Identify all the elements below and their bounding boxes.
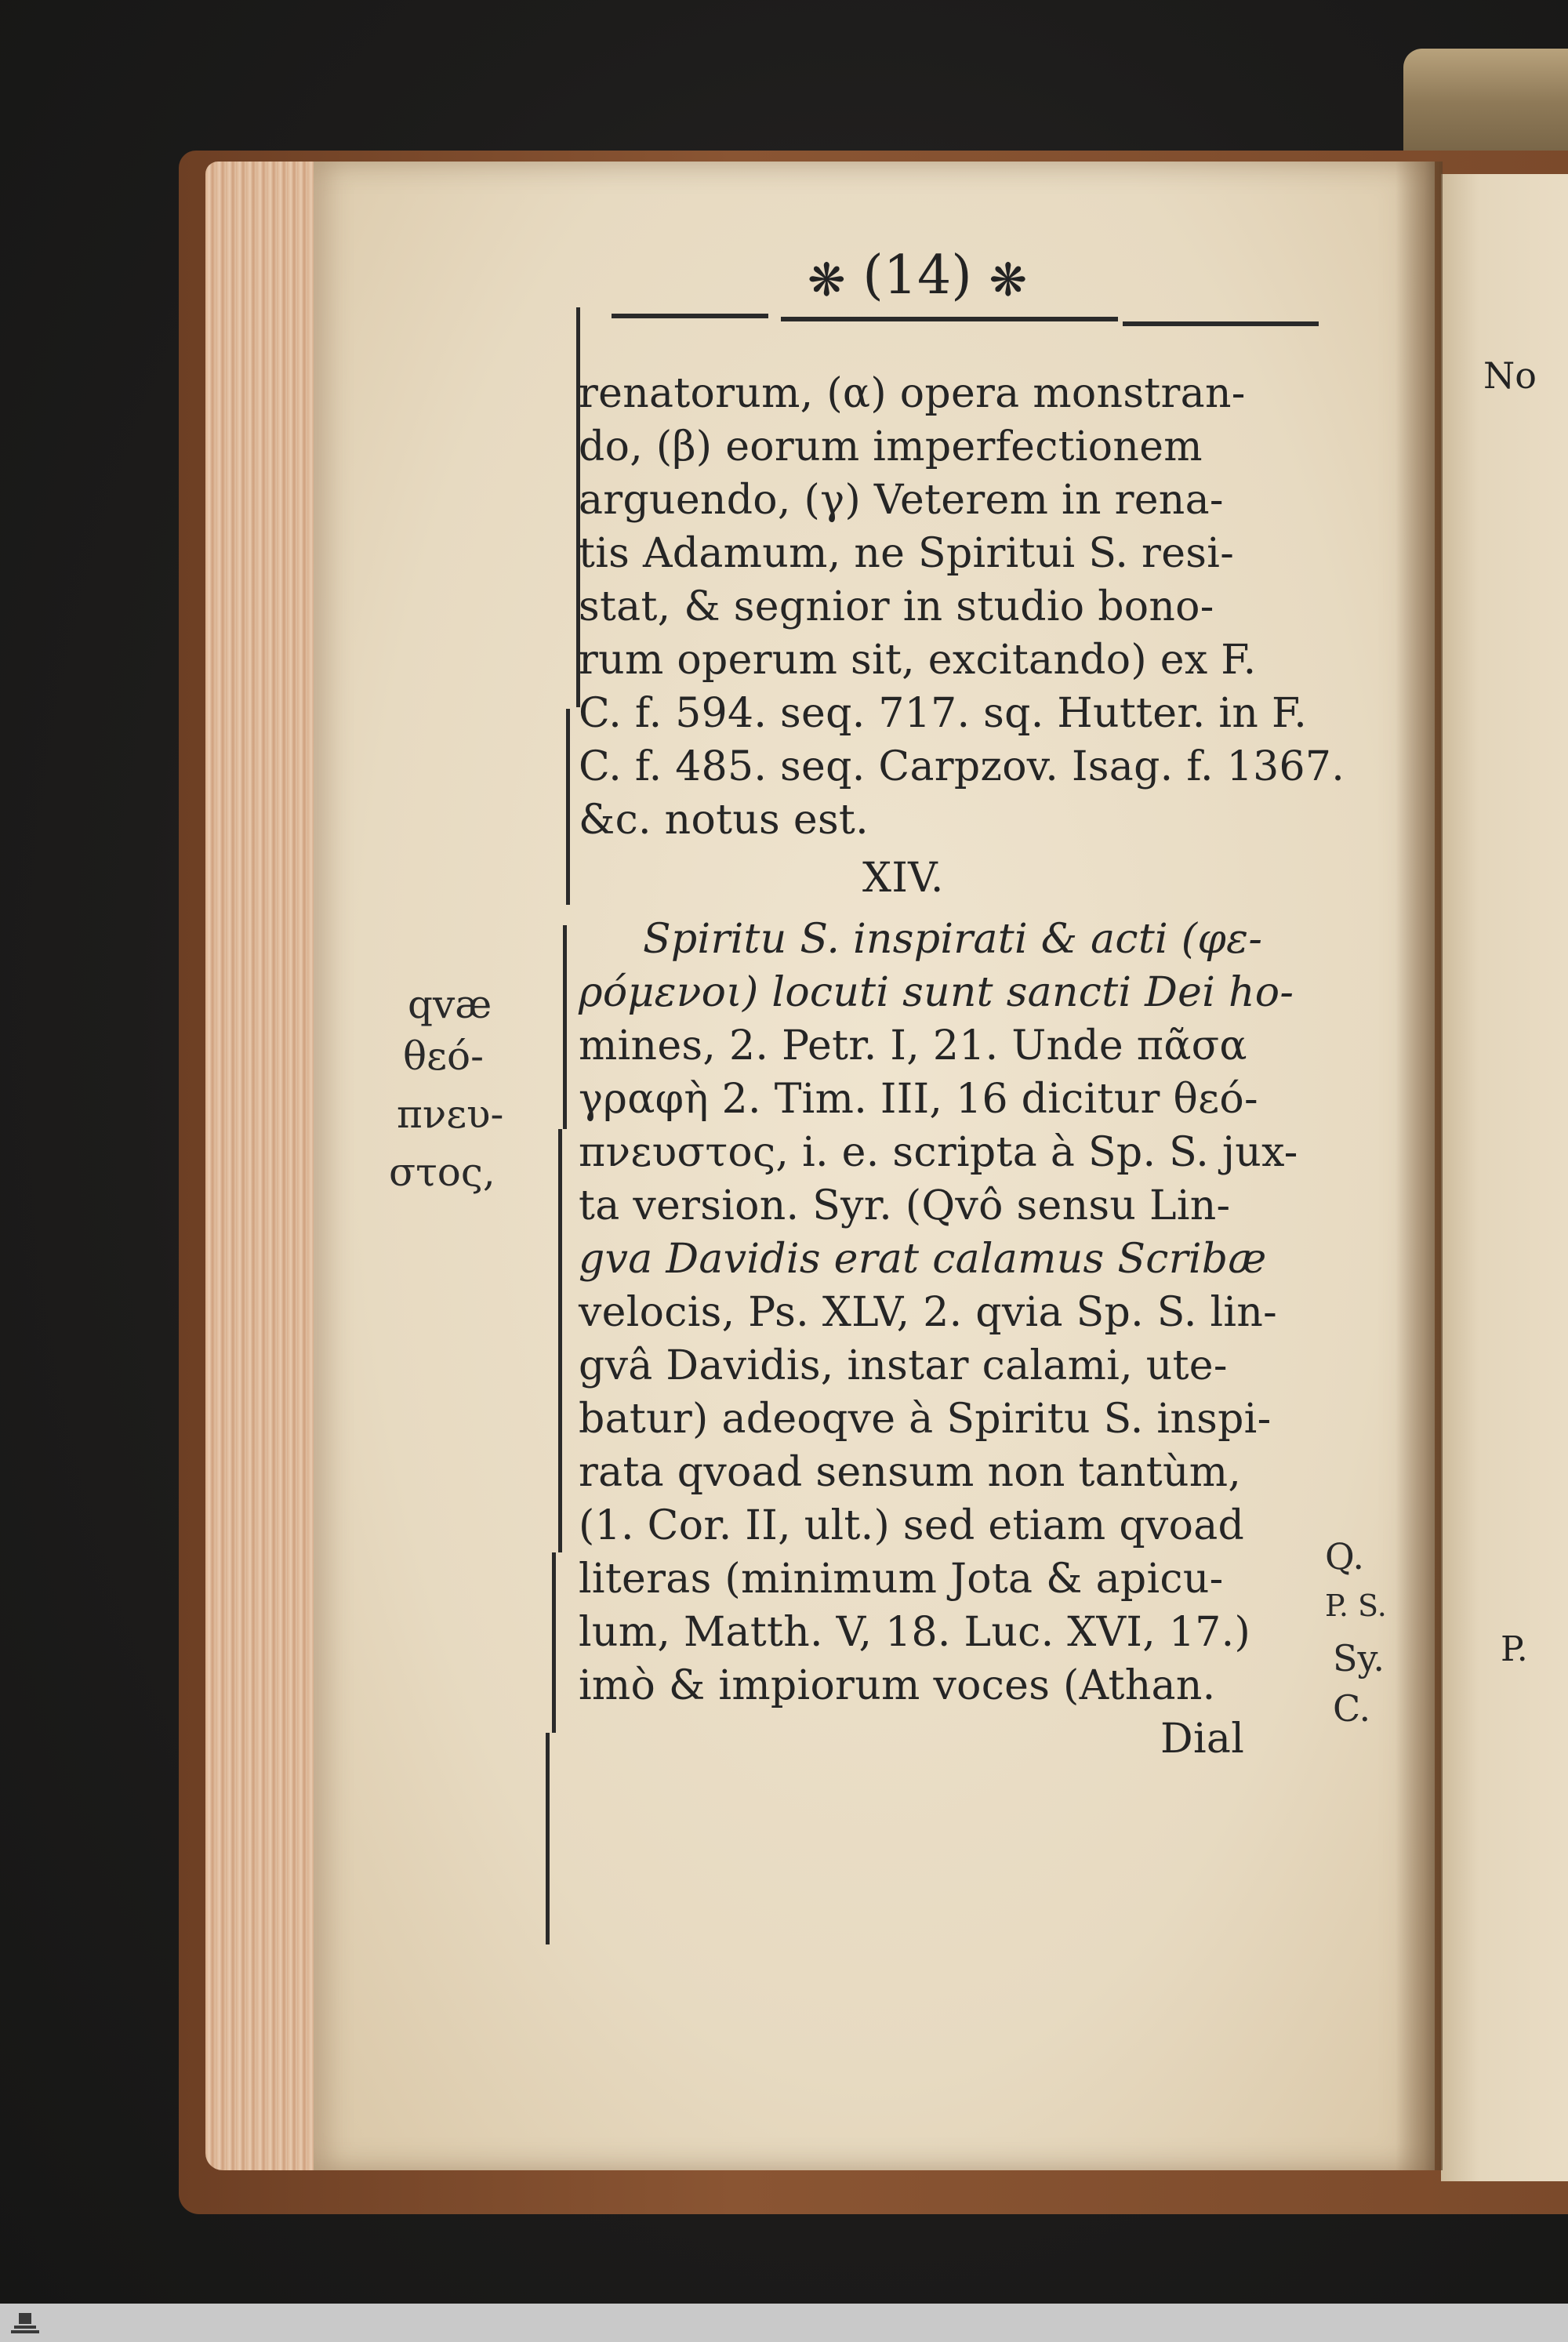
page-number: (14) — [862, 245, 972, 307]
text-line: gvâ Davidis, instar calami, ute- — [579, 1342, 1228, 1389]
text-line: Spiritu S. inspirati & acti (φε- — [643, 916, 1263, 963]
page-header — [808, 245, 1027, 307]
facing-page-text: No — [1483, 354, 1537, 397]
text-line: (1. Cor. II, ult.) sed etiam qvoad — [579, 1502, 1245, 1549]
margin-rule-4 — [558, 1129, 562, 1552]
text-line: do, (β) eorum imperfectionem — [579, 423, 1203, 470]
text-line: velocis, Ps. XLV, 2. qvia Sp. S. lin- — [579, 1289, 1278, 1336]
text-line: stat, & segnior in studio bono- — [579, 583, 1214, 630]
text-line: renatorum, (α) opera monstran- — [579, 370, 1246, 417]
viewer-footer-bar — [0, 2304, 1568, 2342]
text-line: imò & impiorum voces (Athan. — [579, 1662, 1216, 1709]
right-margin-note: Q. — [1325, 1535, 1365, 1578]
text-line: arguendo, (γ) Veterem in rena- — [579, 477, 1224, 524]
facing-page — [1441, 174, 1568, 2181]
text-line: πνευστος, i. e. scripta à Sp. S. jux- — [579, 1129, 1298, 1176]
left-margin-note-line: στος, — [389, 1149, 495, 1195]
section-heading: XIV. — [862, 855, 944, 902]
text-line: C. f. 594. seq. 717. sq. Hutter. in F. — [579, 690, 1308, 737]
right-margin-note: Sy. — [1333, 1637, 1385, 1679]
ornament-right-icon: ❋ — [989, 252, 1028, 307]
gutter-shadow — [1396, 162, 1443, 2170]
right-margin-note: C. — [1333, 1687, 1371, 1730]
text-line: γραφὴ 2. Tim. III, 16 dicitur θεό- — [579, 1076, 1258, 1123]
header-rule-2 — [781, 317, 1118, 321]
text-line: C. f. 485. seq. Carpzov. Isag. f. 1367. — [579, 743, 1345, 790]
facing-page-text: P. — [1501, 1629, 1528, 1669]
left-margin-note-line: qvæ — [408, 982, 492, 1027]
text-line: mines, 2. Petr. I, 21. Unde πᾶσα — [579, 1022, 1247, 1069]
text-line: &c. notus est. — [579, 797, 869, 844]
text-line: ta version. Syr. (Qvô sensu Lin- — [579, 1182, 1231, 1229]
text-line: gva Davidis erat calamus Scribæ — [579, 1236, 1267, 1283]
library-logo-icon — [8, 2311, 42, 2337]
right-margin-note: P. S. — [1325, 1589, 1387, 1623]
left-margin-note-line: πνευ- — [397, 1091, 504, 1137]
header-rule-3 — [1123, 321, 1319, 326]
margin-rule-2 — [566, 709, 570, 905]
header-rule-1 — [612, 314, 768, 318]
text-line: rum operum sit, excitando) ex F. — [579, 637, 1257, 684]
text-line: tis Adamum, ne Spiritui S. resi- — [579, 530, 1235, 577]
margin-rule-6 — [546, 1733, 550, 1944]
text-line: lum, Matth. V, 18. Luc. XVI, 17.) — [579, 1609, 1251, 1656]
catchword: Dial — [1160, 1716, 1245, 1763]
margin-rule-5 — [552, 1552, 556, 1733]
text-line: literas (minimum Jota & apicu- — [579, 1556, 1224, 1603]
ornament-left-icon: ❋ — [808, 252, 846, 307]
left-margin-note-line: θεό- — [403, 1033, 485, 1079]
margin-rule-3 — [563, 925, 567, 1129]
text-line: batur) adeoqve à Spiritu S. inspi- — [579, 1396, 1272, 1443]
text-line: rata qvoad sensum non tantùm, — [579, 1449, 1242, 1496]
text-line: ρόμενοι) locuti sunt sancti Dei ho- — [579, 969, 1294, 1016]
